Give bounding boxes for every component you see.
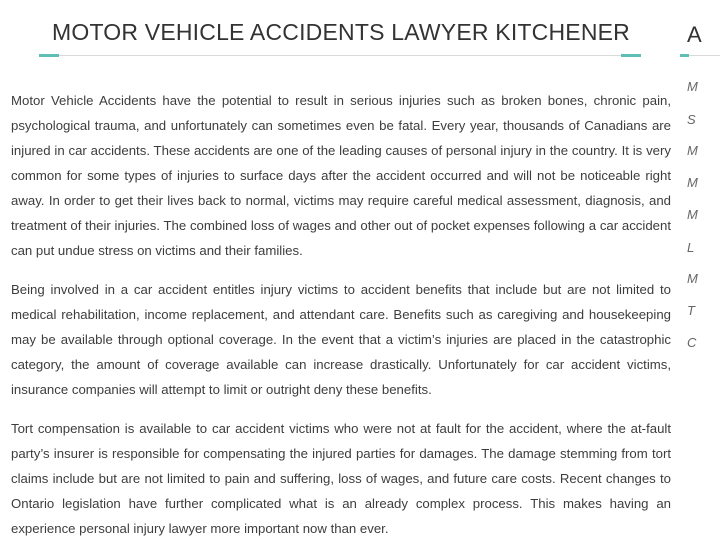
paragraph-intro: Motor Vehicle Accidents have the potential to result in serious injuries such as broken bones, chronic pain, psychological trauma, and unfortunately can sometimes even be fatal. Every year, thousands of Canadians are injured in car accidents. These accidents are one of the leading causes of personal injury in the country. It is very common for some types of injuries to surface days after the accident occurred and will not be noticeable right away. In order to get their lives back to normal, victims may require careful medical assessment, diagnosis, and treatment of their injuries. The combined loss of wages and other out of pocket expenses following a car accident can put undue stress on victims and their families. (11, 93, 671, 258)
page-title: MOTOR VEHICLE ACCIDENTS LAWYER KITCHENER (52, 19, 630, 45)
title-block (11, 0, 671, 58)
sidebar-clipped (680, 0, 720, 554)
title-accent-right (621, 54, 641, 57)
paragraph-benefits: Being involved in a car accident entitles injury victims to accident benefits that include but are not limited to medical rehabilitation, income replacement, and attendant care. Benefits such as caregiving and housekeeping may be available through optional coverage. In the event that a victim’s injuries are placed in the catastrophic category, the amount of coverage available can increase drastically. Unfortunately for car accident victims, insurance companies will attempt to limit or outright deny these benefits. (11, 282, 671, 397)
sidebar-link[interactable]: M (687, 143, 698, 158)
article-body (11, 88, 671, 555)
sidebar-title: A (687, 22, 702, 47)
sidebar-link[interactable]: C (687, 335, 697, 350)
sidebar-link[interactable]: M (687, 207, 698, 222)
sidebar-link[interactable]: T (687, 303, 695, 318)
sidebar-link[interactable]: M (687, 271, 698, 286)
sidebar-link[interactable]: S (687, 112, 696, 127)
main-content (11, 0, 671, 536)
sidebar-link[interactable]: L (687, 240, 695, 255)
title-divider (39, 55, 641, 56)
title-accent-left (39, 54, 59, 57)
paragraph-tort: Tort compensation is available to car accident victims who were not at fault for the accident, where the at-fault party’s insurer is responsible for compensating the injured parties for damages. The damage stemming from tort claims include but are not limited to pain and suffering, loss of wages, and future care costs. Recent changes to Ontario legislation have further complicated what is an already complex process. This makes having an experience personal injury lawyer more important now than ever. (11, 421, 671, 536)
sidebar-link[interactable]: M (687, 175, 698, 190)
sidebar-title-accent (680, 54, 689, 57)
sidebar-link[interactable]: M (687, 79, 698, 94)
